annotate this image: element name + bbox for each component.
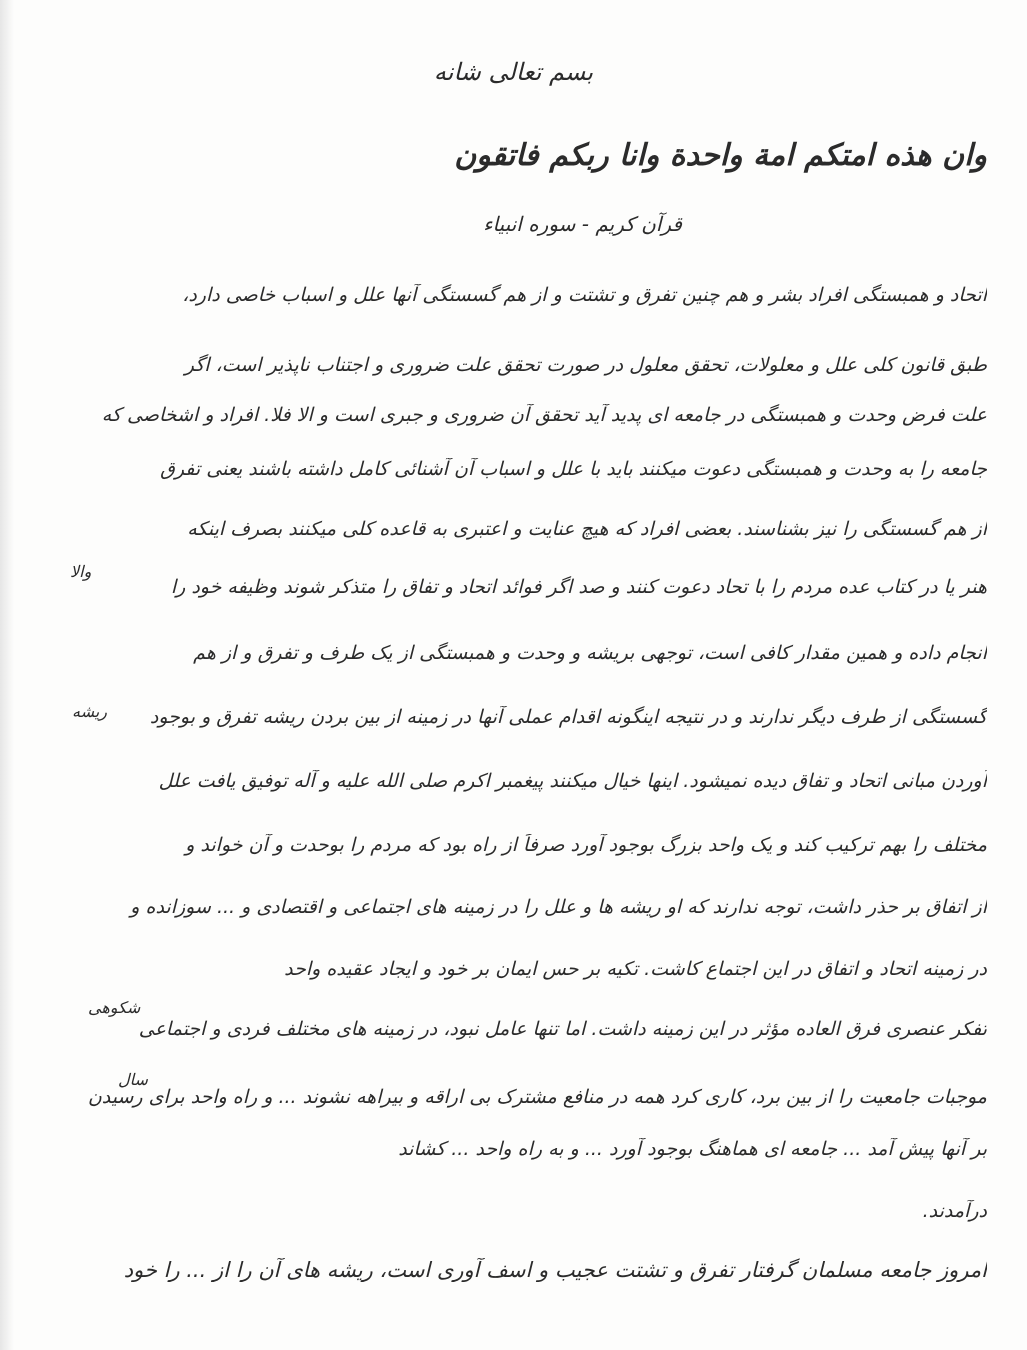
margin-note: والا — [70, 562, 92, 581]
margin-note: شکوهی — [88, 998, 141, 1017]
text-line: مختلف را بهم ترکیب کند و یک واحد بزرگ بوجود آورد صرفاً از راه بود که مردم را بوحدت و آن خواند و — [185, 834, 987, 856]
verse-reference: قرآن کریم - سوره انبیاء — [483, 212, 682, 236]
text-line: موجبات جامعیت را از بین برد، کاری کرد همه در منافع مشترک بی اراقه و بیراهه نشوند ... و راه واحد برای رسیدن — [87, 1086, 987, 1108]
text-line: اتحاد و همبستگی افراد بشر و هم چنین تفرق و تشتت و از هم گسستگی آنها علل و اسباب خاصی دارد، — [182, 284, 987, 306]
text-line: انجام داده و همین مقدار کافی است، توجهی بریشه و وحدت و همبستگی از یک طرف و تفرق و از هم — [193, 642, 987, 664]
text-line: جامعه را به وحدت و همبستگی دعوت میکنند باید با علل و اسباب آن آشنائی کامل داشته باشند یعنی تفرق — [160, 458, 987, 480]
margin-note: ریشه — [72, 702, 108, 721]
scan-edge-shadow — [0, 0, 14, 1350]
text-line: تفکر عنصری فرق العاده مؤثر در این زمینه داشت. اما تنها عامل نبود، در زمینه های مختلف فردی و اجتماعی — [138, 1018, 987, 1040]
text-line: طبق قانون کلی علل و معلولات، تحقق معلول در صورت تحقق علت ضروری و اجتناب ناپذیر است، اگر — [184, 354, 987, 376]
text-line: علت فرض وحدت و همبستگی در جامعه ای پدید آید تحقق آن ضروری و جبری است و الا فلا. افراد و اشخاصی که — [101, 404, 987, 426]
text-line: آوردن مبانی اتحاد و تفاق دیده نمیشود. اینها خیال میکنند پیغمبر اکرم صلی الله علیه و آله توفیق یافت علل — [158, 770, 987, 792]
text-line: گسستگی از طرف دیگر ندارند و در نتیجه اینگونه اقدام عملی آنها در زمینه از بین بردن ریشه تفرق و بوجود — [149, 706, 987, 728]
quran-verse: وان هذه امتکم امة واحدة وانا ربکم فاتقون — [454, 138, 987, 173]
margin-note: سال — [118, 1070, 148, 1089]
text-line: هنر یا در کتاب عده مردم را با تحاد دعوت کنند و صد اگر فوائد اتحاد و تفاق را متذکر شوند وظیفه خود را — [170, 576, 987, 598]
text-line: امروز جامعه مسلمان گرفتار تفرق و تشتت عجیب و اسف آوری است، ریشه های آن را از ... را خود — [123, 1258, 987, 1282]
page-heading: بسم تعالی شانه — [433, 58, 594, 86]
text-line: بر آنها پیش آمد ... جامعه ای هماهنگ بوجود آورد ... و به راه واحد ... کشاند — [398, 1138, 987, 1160]
text-line: از اتفاق بر حذر داشت، توجه ندارند که او ریشه ها و علل را در زمینه های اجتماعی و اقتصادی و ... سوزانده و — [130, 896, 987, 918]
text-line: درآمدند. — [922, 1200, 987, 1222]
text-line: در زمینه اتحاد و اتفاق در این اجتماع کاشت. تکیه بر حس ایمان بر خود و ایجاد عقیده واحد — [284, 958, 987, 980]
text-line: از هم گسستگی را نیز بشناسند. بعضی افراد که هیچ عنایت و اعتبری به قاعده کلی میکنند بصرف اینکه — [187, 518, 987, 540]
